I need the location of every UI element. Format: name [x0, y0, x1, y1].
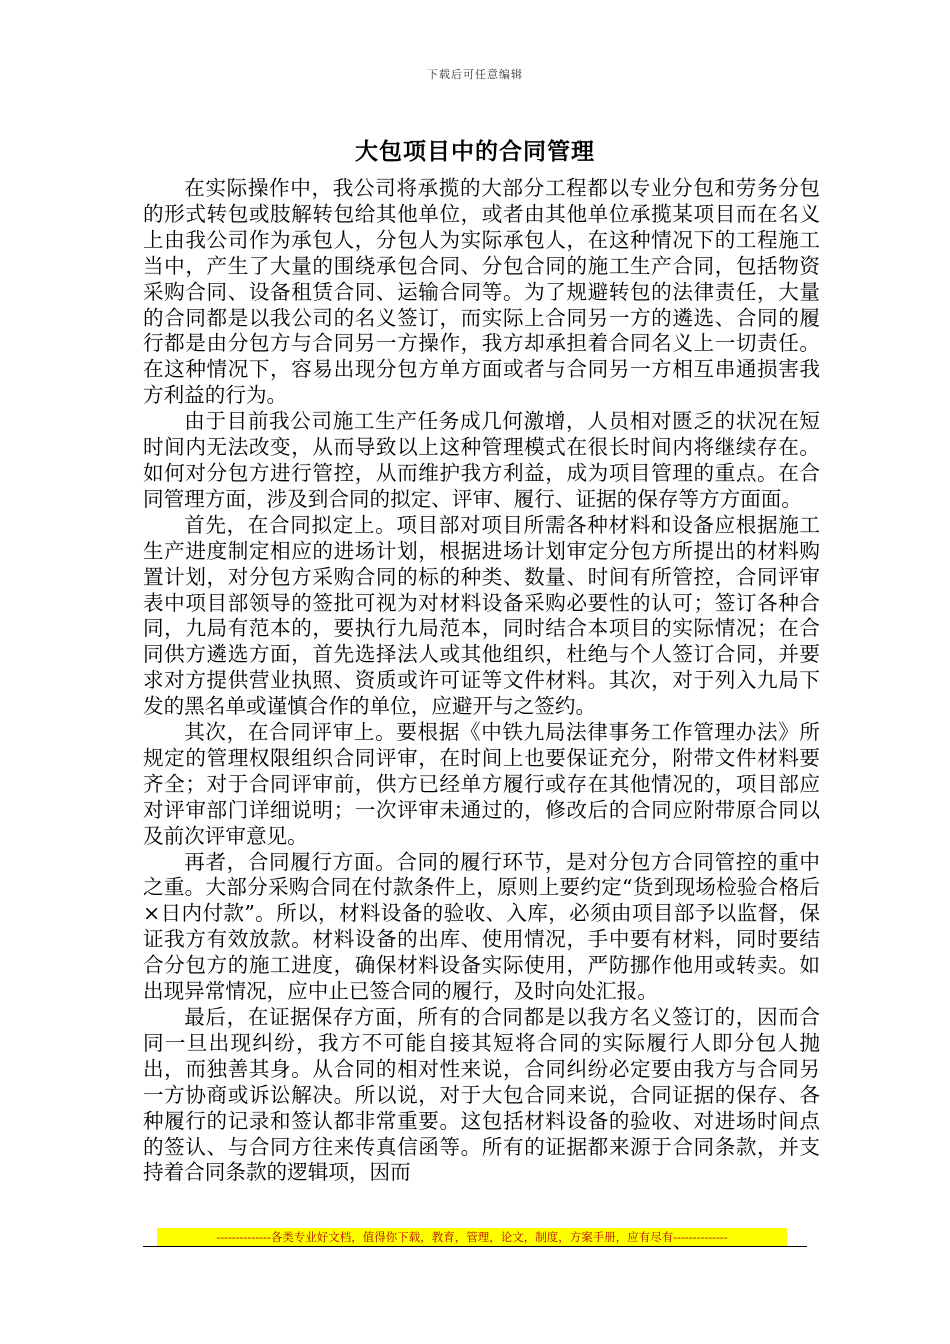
- footer-banner: --------------各类专业好文档，值得你下载，教育，管理，论文，制度，方案手册，应有尽有--------------: [157, 1228, 787, 1246]
- document-body: [143, 176, 820, 1186]
- footer-divider: [143, 1246, 807, 1247]
- document-title: 大包项目中的合同管理: [355, 139, 595, 165]
- paragraph-review: 其次，在合同评审上。要根据《中铁九局法律事务工作管理办法》所规定的管理权限组织合同评审，在时间上也要保证充分，附带文件材料要齐全；对于合同评审前，供方已经单方履行或存在其他情况的，项目部应对评审部门详细说明；一次评审未通过的，修改后的合同应附带原合同以及前次评审意见。: [143, 720, 820, 848]
- paragraph-performance: 再者，合同履行方面。合同的履行环节，是对分包方合同管控的重中之重。大部分采购合同在付款条件上，原则上要约定“货到现场检验合格后×日内付款”。所以，材料设备的验收、入库，必须由项目部予以监督，保证我方有效放款。材料设备的出库、使用情况，手中要有材料，同时要结合分包方的施工进度，确保材料设备实际使用，严防挪作他用或转卖。如出现异常情况，应中止已签合同的履行，及时向处汇报。: [143, 849, 820, 1004]
- paragraph-evidence: 最后，在证据保存方面，所有的合同都是以我方名义签订的，因而合同一旦出现纠纷，我方不可能自接其短将合同的实际履行人即分包人抛出，而独善其身。从合同的相对性来说，合同纠纷必定要由我方与合同另一方协商或诉讼解决。所以说，对于大包合同来说，合同证据的保存、各种履行的记录和签认都非常重要。这包括材料设备的验收、对进场时间点的签认、与合同方往来传真信函等。所有的证据都来源于合同条款，并支持着合同条款的逻辑项，因而: [143, 1005, 820, 1185]
- header-note: 下载后可任意编辑: [427, 68, 523, 81]
- paragraph-intro: 在实际操作中，我公司将承揽的大部分工程都以专业分包和劳务分包的形式转包或肢解转包给其他单位，或者由其他单位承揽某项目而在名义上由我公司作为承包人，分包人为实际承包人，在这种情况下的工程施工当中，产生了大量的围绕承包合同、分包合同的施工生产合同，包括物资采购合同、设备租赁合同、运输合同等。为了规避转包的法律责任，大量的合同都是以我公司的名义签订，而实际上合同另一方的遴选、合同的履行都是由分包方与合同另一方操作，我方却承担着合同名义上一切责任。在这种情况下，容易出现分包方单方面或者与合同另一方相互串通损害我方利益的行为。: [143, 176, 820, 408]
- paragraph-background: 由于目前我公司施工生产任务成几何激增，人员相对匮乏的状况在短时间内无法改变，从而导致以上这种管理模式在很长时间内将继续存在。如何对分包方进行管控，从而维护我方利益，成为项目管理的重点。在合同管理方面，涉及到合同的拟定、评审、履行、证据的保存等方方面面。: [143, 409, 820, 511]
- paragraph-drafting: 首先，在合同拟定上。项目部对项目所需各种材料和设备应根据施工生产进度制定相应的进场计划，根据进场计划审定分包方所提出的材料购置计划，对分包方采购合同的标的种类、数量、时间有所管控，合同评审表中项目部领导的签批可视为对材料设备采购必要性的认可；签订各种合同，九局有范本的，要执行九局范本，同时结合本项目的实际情况；在合同供方遴选方面，首先选择法人或其他组织，杜绝与个人签订合同，并要求对方提供营业执照、资质或许可证等文件材料。其次，对于列入九局下发的黑名单或谨慎合作的单位，应避开与之签约。: [143, 512, 820, 719]
